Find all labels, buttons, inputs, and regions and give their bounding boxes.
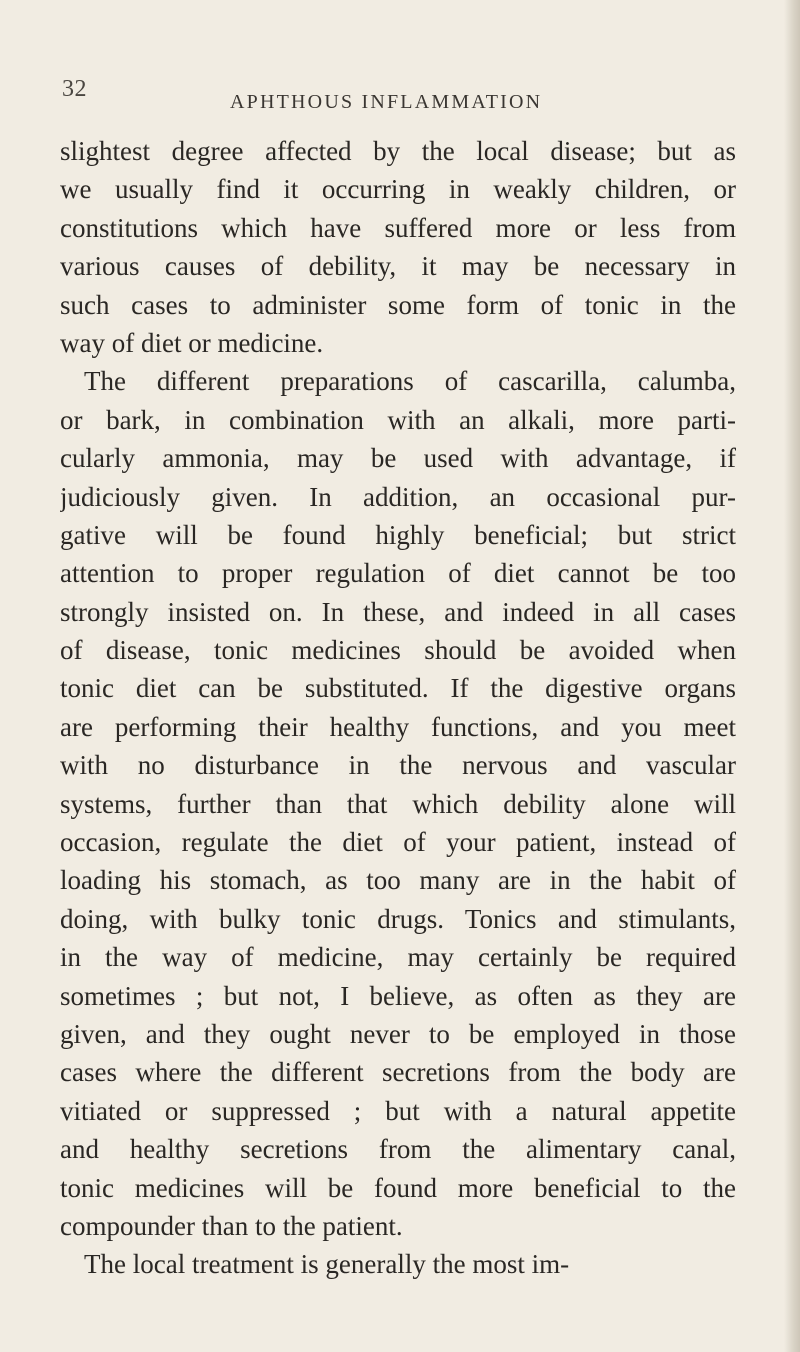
text-line: given, and they ought never to be employed in those [60,1018,736,1049]
text-line: of disease, tonic medicines should be avoided when [60,635,736,666]
text-line: attention to proper regulation of diet cannot be too [60,558,736,589]
text-line: we usually find it occurring in weakly children, or [60,174,736,205]
text-line: constitutions which have suffered more or less from [60,212,736,243]
text-line: compounder than to the patient. [60,1210,403,1241]
text-line: way of diet or medicine. [60,327,324,358]
text-line: strongly insisted on. In these, and indeed in all cases [60,596,736,627]
page-number: 32 [62,76,87,102]
text-line: tonic diet can be substituted. If the digestive organs [60,673,736,704]
text-line: and healthy secretions from the alimentary canal, [60,1134,736,1165]
page-edge-shadow [784,0,800,1352]
text-line: judiciously given. In addition, an occasional pur- [60,481,736,512]
text-line: in the way of medicine, may certainly be required [60,942,736,973]
text-line: occasion, regulate the diet of your patient, instead of [60,827,736,858]
text-line: tonic medicines will be found more beneficial to the [60,1172,736,1203]
text-line: gative will be found highly beneficial; but strict [60,519,736,550]
text-line: slightest degree affected by the local disease; but as [60,136,736,166]
text-line: sometimes ; but not, I believe, as often as they are [60,980,736,1011]
text-line: or bark, in combination with an alkali, more parti- [60,404,736,435]
body-text [60,132,736,1284]
text-line: systems, further than that which debility alone will [60,788,736,819]
text-line: doing, with bulky tonic drugs. Tonics and stimulants, [60,903,736,934]
text-line: loading his stomach, as too many are in the habit of [60,865,736,896]
paragraph-first-line: The different preparations of cascarilla, calumba, [84,366,736,397]
text-line: cularly ammonia, may be used with advantage, if [60,443,736,474]
text-line: various causes of debility, it may be necessary in [60,251,736,282]
text-line: such cases to administer some form of tonic in the [60,289,736,320]
text-line: are performing their healthy functions, and you meet [60,711,736,742]
text-line: with no disturbance in the nervous and vascular [60,750,736,781]
paragraph-first-line: The local treatment is generally the most im- [84,1249,570,1280]
text-line: cases where the different secretions from the body are [60,1057,736,1088]
text-line: vitiated or suppressed ; but with a natural appetite [60,1095,736,1126]
running-head: APHTHOUS INFLAMMATION [230,91,543,113]
